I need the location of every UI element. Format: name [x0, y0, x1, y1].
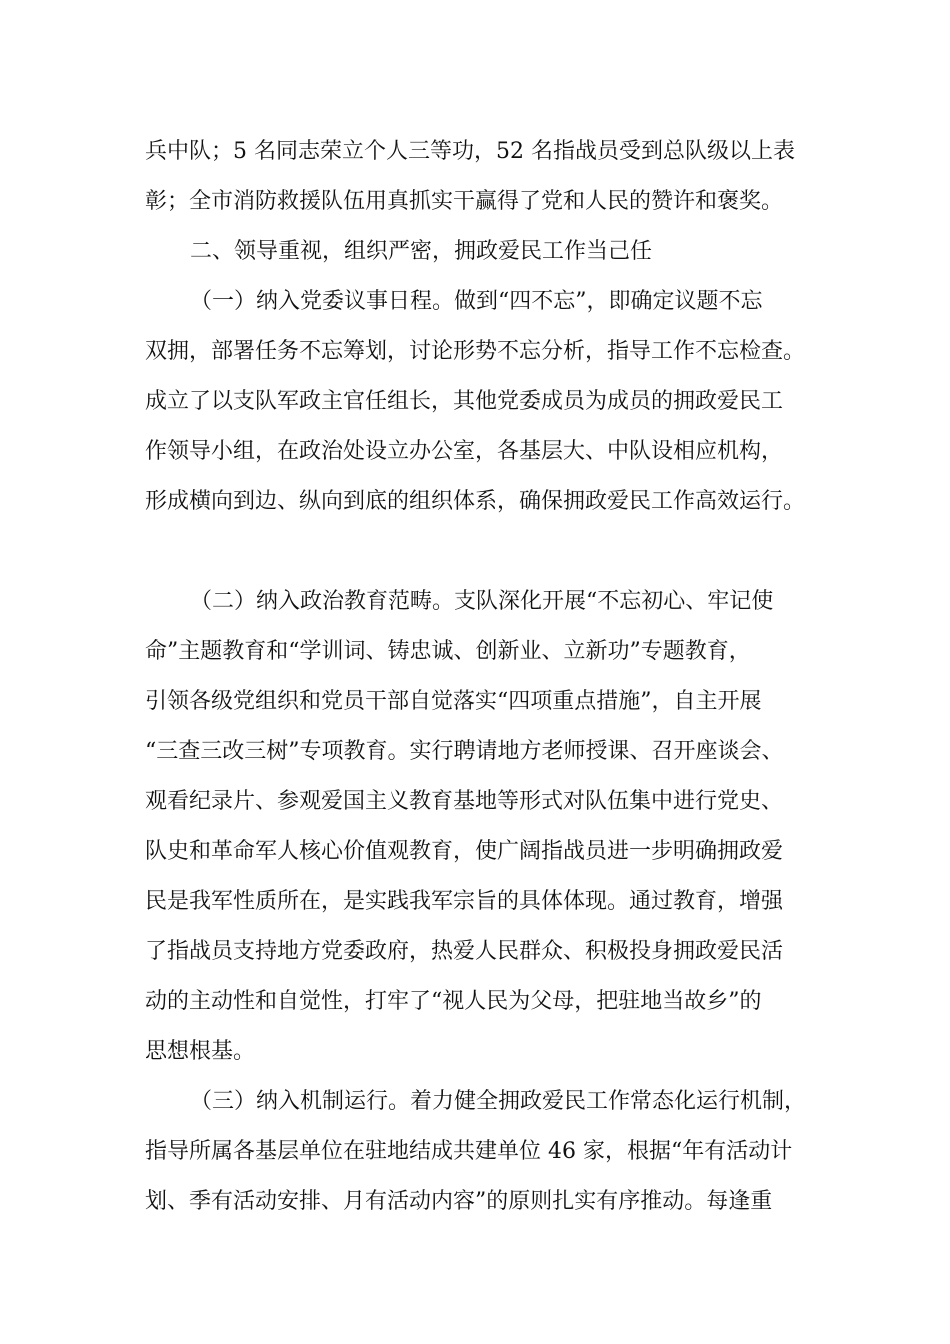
body-text-line: 双拥，部署任务不忘筹划，讨论形势不忘分析，指导工作不忘检查。	[145, 339, 806, 364]
body-text-line: 命”主题教育和“学训词、铸忠诚、创新业、立新功”专题教育，	[145, 639, 751, 664]
body-text-line: “三查三改三树”专项教育。实行聘请地方老师授课、召开座谈会、	[145, 739, 784, 764]
subsection-heading-line: （一）纳入党委议事日程。做到“四不忘”，即确定议题不忘	[190, 289, 763, 314]
body-text-line: 作领导小组，在政治处设立办公室，各基层大、中队设相应机构，	[145, 439, 784, 464]
body-text-line: 队史和革命军人核心价值观教育，使广阔指战员进一步明确拥政爱	[145, 839, 784, 864]
body-text-line: 了指战员支持地方党委政府，热爱人民群众、积极投身拥政爱民活	[145, 939, 784, 964]
body-text-line: 形成横向到边、纵向到底的组织体系，确保拥政爱民工作高效运行。	[145, 489, 806, 514]
body-text-line: 指导所属各基层单位在驻地结成共建单位 46 家，根据“年有活动计	[145, 1139, 793, 1164]
subsection-heading-line: （二）纳入政治教育范畴。支队深化开展“不忘初心、牢记使	[190, 589, 774, 614]
body-text-line: 动的主动性和自觉性，打牢了“视人民为父母，把驻地当故乡”的	[145, 989, 762, 1014]
body-text-line: 观看纪录片、参观爱国主义教育基地等形式对队伍集中进行党史、	[145, 789, 784, 814]
body-text-line: 成立了以支队军政主官任组长，其他党委成员为成员的拥政爱民工	[145, 389, 784, 414]
body-text-line: 民是我军性质所在，是实践我军宗旨的具体体现。通过教育，增强	[145, 889, 784, 914]
section-heading: 二、领导重视，组织严密，拥政爱民工作当己任	[190, 239, 653, 264]
body-text-line: 思想根基。	[145, 1039, 256, 1064]
body-text-line: 划、季有活动安排、月有活动内容”的原则扎实有序推动。每逢重	[145, 1189, 773, 1214]
body-text-line: 兵中队；5 名同志荣立个人三等功，52 名指战员受到总队级以上表	[145, 139, 795, 164]
body-text-line: 引领各级党组织和党员干部自觉落实“四项重点措施”，自主开展	[145, 689, 762, 714]
subsection-heading-line: （三）纳入机制运行。着力健全拥政爱民工作常态化运行机制，	[190, 1089, 807, 1114]
body-text-line: 彰；全市消防救援队伍用真抓实干赢得了党和人民的赞许和褒奖。	[145, 189, 784, 214]
